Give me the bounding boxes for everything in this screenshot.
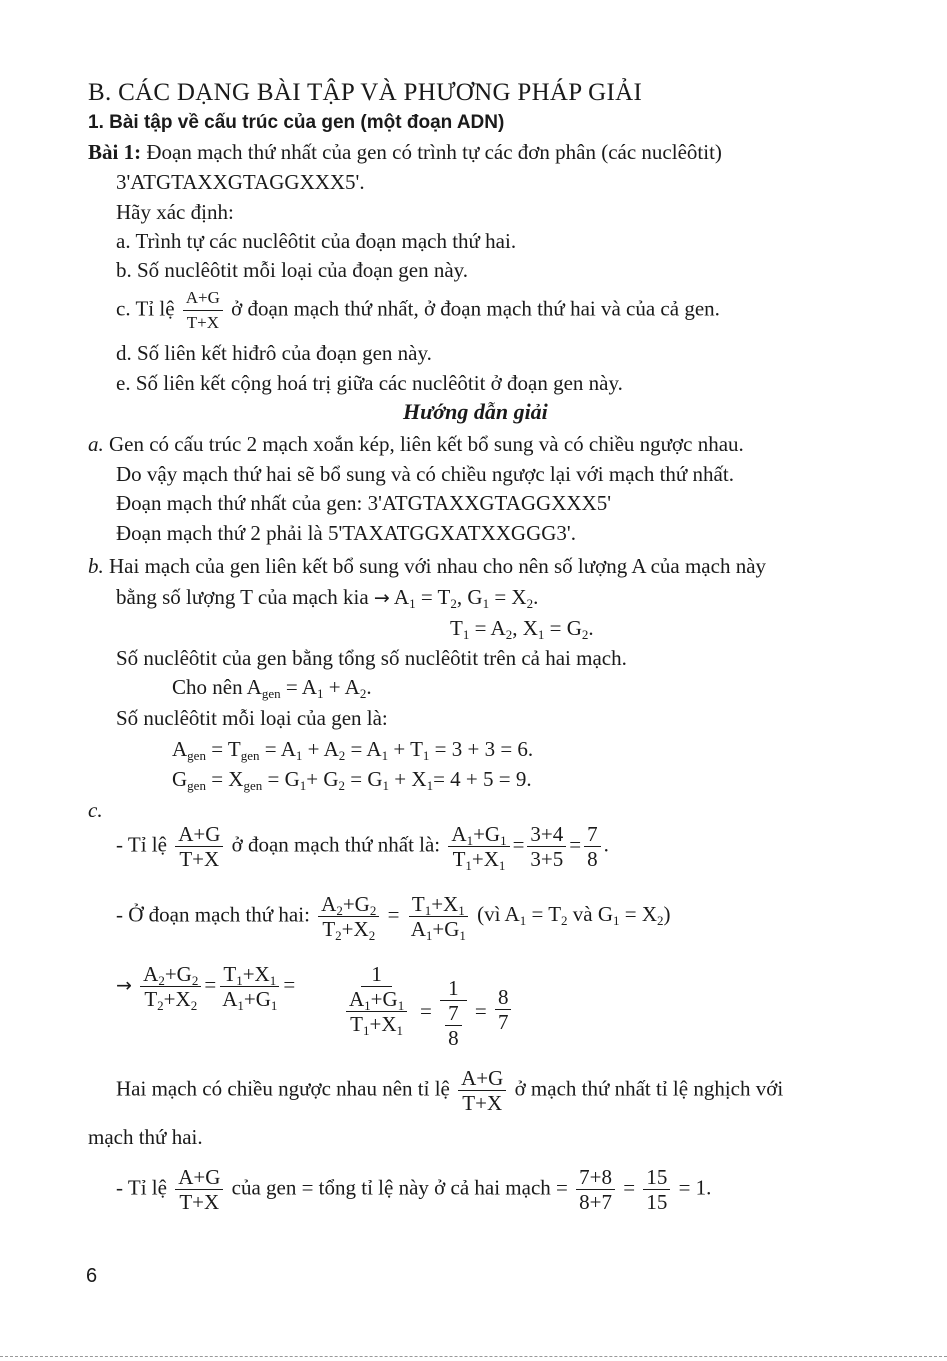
question-a: a. Trình tự các nuclêôtit của đoạn mạch thứ hai.	[116, 229, 517, 253]
question-e: e. Số liên kết cộng hoá trị giữa các nuclêôtit ở đoạn gen này.	[116, 371, 623, 395]
exercise-label: Bài 1:	[88, 140, 142, 164]
part-b-line-7: $A_{gen} = T_{gen} = A_1 + A_2 = A_1 + T_1 = 3 + 3 = 6$.	[172, 737, 534, 763]
right-arrow-icon: →	[373, 587, 390, 609]
question-c-suffix: ở đoạn mạch thứ nhất, ở đoạn mạch thứ hai và của cả gen.	[231, 296, 720, 321]
guide-title: Hướng dẫn giải	[403, 399, 548, 424]
part-c-row-4: Hai mạch có chiều ngược nhau nên tỉ lệ $\frac{A+G}{T+X}$ ở mạch thứ nhất tỉ lệ nghịch với	[116, 1066, 784, 1115]
question-c	[116, 286, 720, 335]
part-a-line-4: Đoạn mạch thứ 2 phải là 5'TAXATGGXATXXGGG3'.	[116, 521, 576, 545]
ratio-fraction: $\frac{A+G}{T+X}$	[175, 822, 223, 871]
strand2-equivalent: $\frac{T_1+X_1}{A_1+G_1}$	[410, 892, 466, 943]
part-b-line-5: Cho nên $A_{gen} = A_1 + A_2$.	[172, 675, 372, 701]
part-a-text: Gen có cấu trúc 2 mạch xoắn kép, liên kết bổ sung và có chiều ngược nhau.	[109, 432, 744, 456]
part-b-line-2	[116, 584, 538, 611]
part-b-line-8: $G_{gen} = X_{gen} = G_1+ G_2 = G_1 + X_1= 4 + 5 = 9$.	[172, 767, 532, 793]
question-b: b. Số nuclêôtit mỗi loại của đoạn gen này.	[116, 258, 469, 282]
compound-fraction: $\frac{1}{\frac{A_1+G_1}{T_1+X_1}}$	[340, 962, 413, 1036]
part-b-label: b.	[88, 554, 104, 578]
ratio-fraction: $\frac{A+G}{T+X}$	[183, 286, 223, 335]
exercise-prompt: Hãy xác định:	[116, 200, 234, 224]
part-c-label: c.	[88, 798, 103, 822]
page-number: 6	[86, 1265, 98, 1287]
part-c-row-1: - Tỉ lệ $\frac{A+G}{T+X}$ ở đoạn mạch thứ nhất là: $\frac{A_1+G_1}{T_1+X_1}$ = $\frac{3+4}{3+5}$ = $\frac{7}{8}$ .	[116, 822, 609, 873]
strand1-ratio: $\frac{A_1+G_1}{T_1+X_1}$	[448, 822, 509, 871]
part-b-line-6: Số nuclêôtit mỗi loại của gen là:	[116, 706, 388, 730]
part-b-eq-2: $T_1 = A_2$, $X_1 = G_2$.	[450, 616, 594, 642]
part-a-label: a.	[88, 432, 104, 456]
part-a-line-3: Đoạn mạch thứ nhất của gen: 3'ATGTAXXGTAGGXXX5'	[116, 491, 611, 515]
part-a-line-2: Do vậy mạch thứ hai sẽ bổ sung và có chiều ngược lại với mạch thứ nhất.	[116, 462, 734, 486]
part-b-text: Hai mạch của gen liên kết bổ sung với nhau cho nên số lượng A của mạch này	[109, 554, 767, 578]
strand2-ratio: $\frac{A_2+G_2}{T_2+X_2}$	[318, 892, 379, 941]
part-a-line-1	[88, 431, 744, 457]
section-title: B. CÁC DẠNG BÀI TẬP VÀ PHƯƠNG PHÁP GIẢI	[88, 79, 643, 106]
part-b-line-1	[88, 553, 766, 579]
strand1-values: $\frac{3+4}{3+5}$	[527, 822, 566, 871]
question-c-prefix: c. Tỉ lệ	[116, 296, 175, 321]
question-d: d. Số liên kết hiđrô của đoạn gen này.	[116, 341, 432, 365]
exercise-text: Đoạn mạch thứ nhất của gen có trình tự các đơn phân (các nuclêôtit)	[146, 140, 722, 164]
part-c-row-2: - Ở đoạn mạch thứ hai: $\frac{A_2+G_2}{T_2+X_2}$ = $\frac{T_1+X_1}{A_1+G_1}$ (vì $A_1 = T_2$ và $G_1 = X_2$)	[116, 892, 671, 943]
subsection-title: 1. Bài tập về cấu trúc của gen (một đoạn ADN)	[88, 112, 505, 133]
part-b-line-2-text: bằng số lượng T của mạch kia	[116, 585, 369, 609]
right-arrow-icon: →	[116, 974, 132, 997]
bottom-divider	[0, 1356, 947, 1357]
ratio-fraction: $\frac{A+G}{T+X}$	[175, 1165, 223, 1214]
compound-fraction-2: = $\frac{1}{\frac{7}{8}}$ = $\frac{8}{7}$	[420, 976, 514, 1050]
exercise-intro	[88, 139, 722, 165]
strand2-note: (vì $A_1 = T_2$ và $G_1 = X_2$)	[477, 902, 671, 929]
ratio-fraction: $\frac{A+G}{T+X}$	[458, 1066, 506, 1115]
part-c-row-3: → $\frac{A_2+G_2}{T_2+X_2}$ = $\frac{T_1+X_1}{A_1+G_1}$ =	[116, 962, 296, 1013]
part-c-row-6: - Tỉ lệ $\frac{A+G}{T+X}$ của gen = tổng tỉ lệ này ở cả hai mạch = $\frac{7+8}{8+7}$ = $\frac{15}{15}$ = 1.	[116, 1165, 712, 1214]
part-c-row-5: mạch thứ hai.	[88, 1125, 203, 1149]
part-b-line-4: Số nuclêôtit của gen bằng tổng số nuclêôtit trên cả hai mạch.	[116, 646, 627, 670]
exercise-sequence: 3'ATGTAXXGTAGGXXX5'.	[116, 170, 365, 194]
strand1-result: $\frac{7}{8}$	[584, 822, 601, 871]
part-b-eq-1: $A_1 = T_2$, $G_1 = X_2$.	[393, 585, 539, 611]
